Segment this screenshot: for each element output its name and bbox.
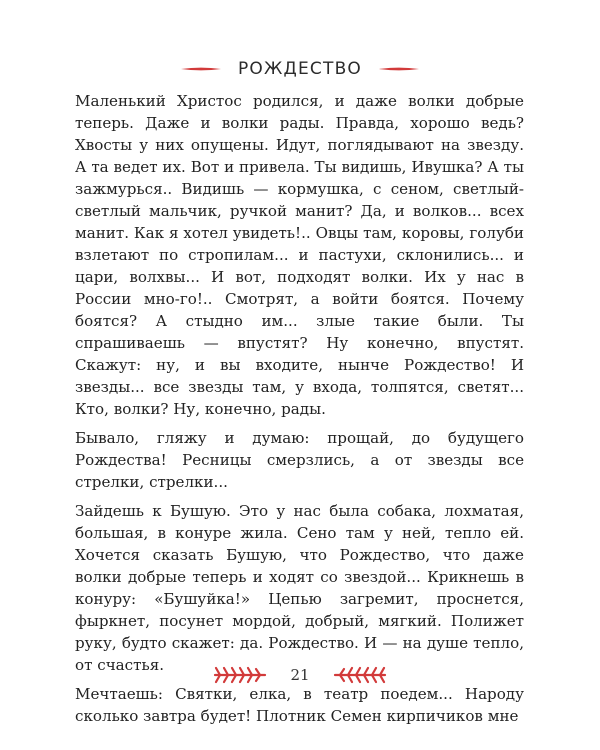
paragraph: Мечтаешь: Святки, елка, в театр поедем... Народу сколько завтра будет! Плотник Семен кирпичиков мне <box>75 685 524 725</box>
red-dash-icon <box>378 66 420 72</box>
running-header <box>0 57 600 81</box>
page-footer <box>0 660 600 690</box>
fir-branch-icon <box>332 664 388 686</box>
paragraph: Маленький Христос родился, и даже волки добрые теперь. Даже и волки рады. Правда, хорошо ведь? Хвосты у них опущены. Идут, поглядывают на звезду. А та ведет их. Вот и привела. Ты видишь, Ивушка? А ты зажмурься.. Видишь — кормушка, с сеном, светлый-светлый мальчик, ручкой манит? Да, и волков... всех манит. Как я хотел увидеть!.. Овцы там, коровы, голуби взлетают по стропилам... и пастухи, склонились... и цари, волхвы... И вот, подходят волки. Их у нас в России мно-го!.. Смотрят, а войти боятся. Почему боятся? А стыдно им... злые такие были. Ты спрашиваешь — впустят? Ну конечно, впустят. Скажут: ну, и вы входите, нынче Рождество! И звезды... все звезды там, у входа, толпятся, светят... Кто, волки? Ну, конечно, рады. <box>75 92 524 418</box>
body-text <box>75 90 524 727</box>
paragraph: Зайдешь к Бушую. Это у нас была собака, лохматая, большая, в конуре жила. Сено там у ней, тепло ей. Хочется сказать Бушую, что Рождество, что даже волки добрые теперь и ходят со звездой... Крикнешь в конуру: «Бушуйка!» Цепью загремит, проснется, фыркнет, посунет мордой, добрый, мягкий. Полижет руку, будто скажет: да. Рождество. И — на душе тепло, от счастья. <box>75 502 524 674</box>
paragraph: Бывало, гляжу и думаю: прощай, до будущего Рождества! Ресницы смерзлись, а от звезды все стрелки, стрелки... <box>75 429 524 491</box>
page-number: 21 <box>290 666 310 684</box>
chapter-title: РОЖДЕСТВО <box>237 59 363 79</box>
fir-branch-icon <box>212 664 268 686</box>
red-dash-icon <box>180 66 222 72</box>
